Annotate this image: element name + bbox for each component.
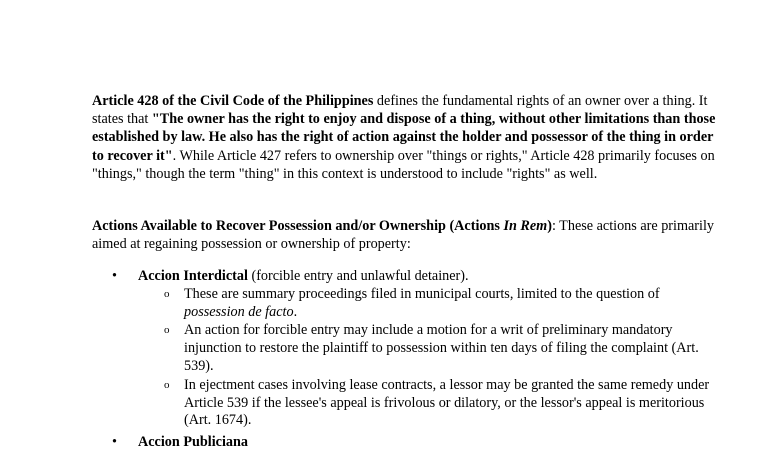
paragraph-actions (92, 217, 722, 253)
list-item-accion-publiciana (92, 434, 722, 452)
actions-heading-italic: In Rem (503, 218, 548, 234)
list-item-accion-interdictal (92, 268, 722, 430)
actions-heading: Actions Available to Recover Possession and/or Ownership (Actions (92, 218, 504, 234)
paragraph-text: . While Article 427 refers to ownership over "things or rights," Article 428 primarily focuses on "things," though the term "thing" in this context is understood to include "rights" as well. (92, 147, 715, 182)
paragraph-article-428 (92, 92, 722, 183)
sub-list-item (138, 322, 722, 375)
sub-list (138, 286, 722, 430)
sub-item-text: In ejectment cases involving lease contracts, a lessor may be granted the same remedy under Article 539 if the lessee's appeal is frivolous or dilatory, or the lessor's appeal is meritorious (Art. 1674). (184, 376, 710, 429)
paragraph-text: defines the fundamental rights of an owner over a thing. It states that (92, 93, 708, 128)
sub-bullet-icon: o (164, 378, 170, 391)
sub-bullet-icon: o (164, 287, 170, 300)
actions-list (92, 268, 722, 452)
sub-list-item (138, 377, 722, 430)
sub-list-item (138, 286, 722, 322)
sub-item-italic: possession de facto (184, 303, 294, 320)
list-item-desc: (forcible entry and unlawful detainer). (247, 268, 469, 284)
bullet-icon: • (112, 434, 117, 451)
sub-item-text: An action for forcible entry may include a motion for a writ of preliminary mandatory injunction to restore the plaintiff to possession within ten days of filing the complaint (Art. 539). (184, 322, 699, 374)
list-item-title: Accion Interdictal (138, 268, 248, 284)
sub-item-tail: . (293, 303, 298, 320)
sub-bullet-icon: o (164, 324, 170, 337)
sub-item-text: These are summary proceedings filed in municipal courts, limited to the question of (184, 285, 660, 302)
article-quote: "The owner has the right to enjoy and dispose of a thing, without other limitations than those established by law. He also has the right of action against the holder and possessor of the thing in order to recover it" (92, 111, 716, 164)
paragraph-text: : These actions are primarily aimed at regaining possession or ownership of property: (92, 218, 715, 253)
article-title: Article 428 of the Civil Code of the Philippines (92, 93, 374, 109)
list-item-title: Accion Publiciana (138, 434, 248, 451)
actions-heading-end: ) (547, 218, 552, 234)
bullet-icon: • (112, 268, 117, 284)
